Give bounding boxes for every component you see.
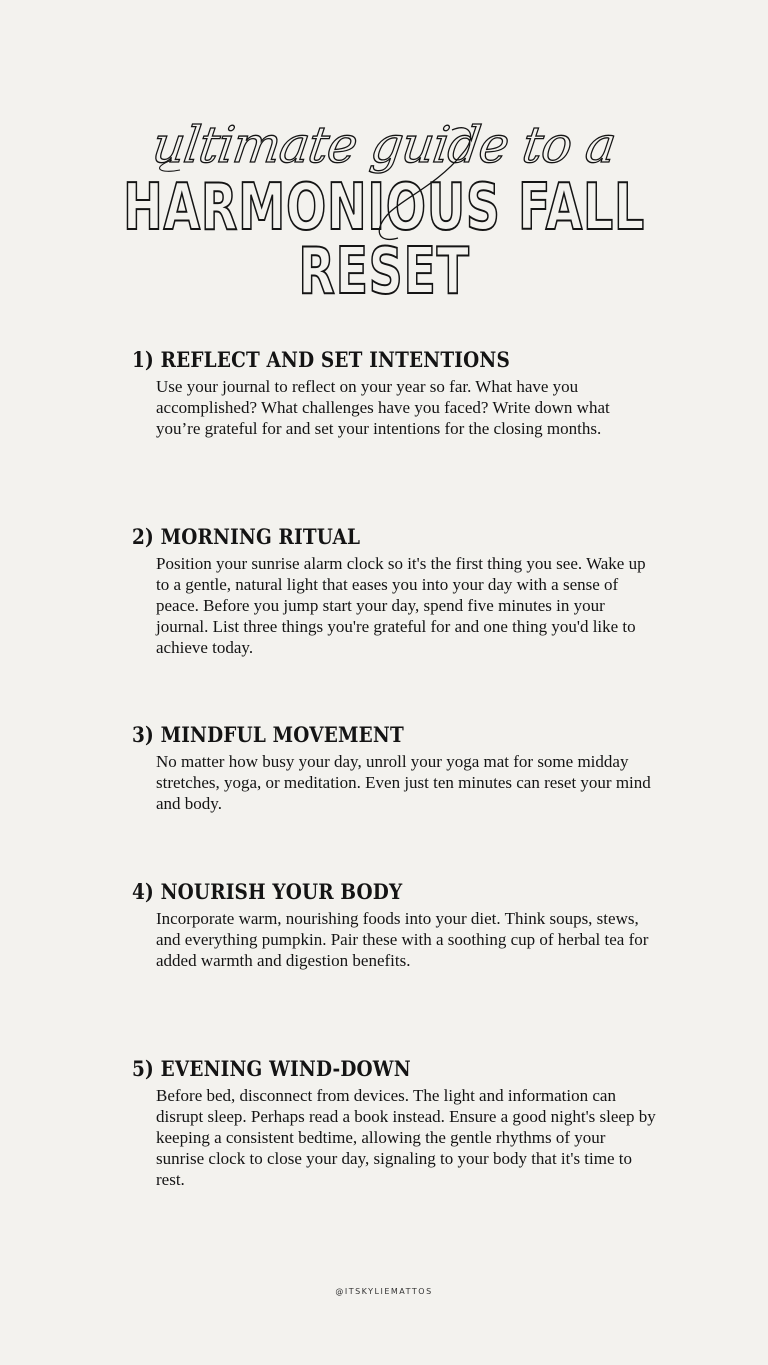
section-mindful-movement xyxy=(132,722,672,814)
section-heading: 5) EVENING WIND-DOWN xyxy=(132,1056,411,1081)
section-heading: 4) NOURISH YOUR BODY xyxy=(132,879,403,904)
section-body: No matter how busy your day, unroll your yoga mat for some midday stretches, yoga, or meditation. Even just ten minutes can reset your mind and body. xyxy=(156,752,651,813)
section-evening-wind-down xyxy=(132,1056,672,1190)
section-reflect xyxy=(132,347,672,439)
section-body: Incorporate warm, nourishing foods into your diet. Think soups, stews, and everything pumpkin. Pair these with a soothing cup of herbal tea for added warmth and digestion benefits. xyxy=(156,909,649,970)
title-main-line: HARMONIOUS FALL RESET xyxy=(123,171,645,309)
section-heading: 1) REFLECT AND SET INTENTIONS xyxy=(132,347,510,372)
section-morning-ritual xyxy=(132,524,672,658)
section-body: Use your journal to reflect on your year so far. What have you accomplished? What challenges have you faced? Write down what you’re grateful for and set your intentions for the closing months. xyxy=(156,377,610,438)
section-heading: 3) MINDFUL MOVEMENT xyxy=(132,722,404,747)
section-body: Before bed, disconnect from devices. The light and information can disrupt sleep. Perhaps read a book instead. Ensure a good night's sleep by keeping a consistent bedtime, allowing the gentle rhythms of your sunrise clock to close your day, signaling to your body that it's time to rest. xyxy=(156,1086,656,1189)
section-body: Position your sunrise alarm clock so it's the first thing you see. Wake up to a gentle, natural light that eases you into your day with a sense of peace. Before you jump start your day, spend five minutes in your journal. List three things you're grateful for and one thing you'd like to achieve today. xyxy=(156,554,646,657)
section-heading: 2) MORNING RITUAL xyxy=(132,524,361,549)
section-nourish-body xyxy=(132,879,672,971)
title-script-line: ultimate guide to a xyxy=(149,116,619,174)
footer-handle: @ITSKYLIEMATTOS xyxy=(335,1287,433,1296)
page-title xyxy=(0,116,768,309)
